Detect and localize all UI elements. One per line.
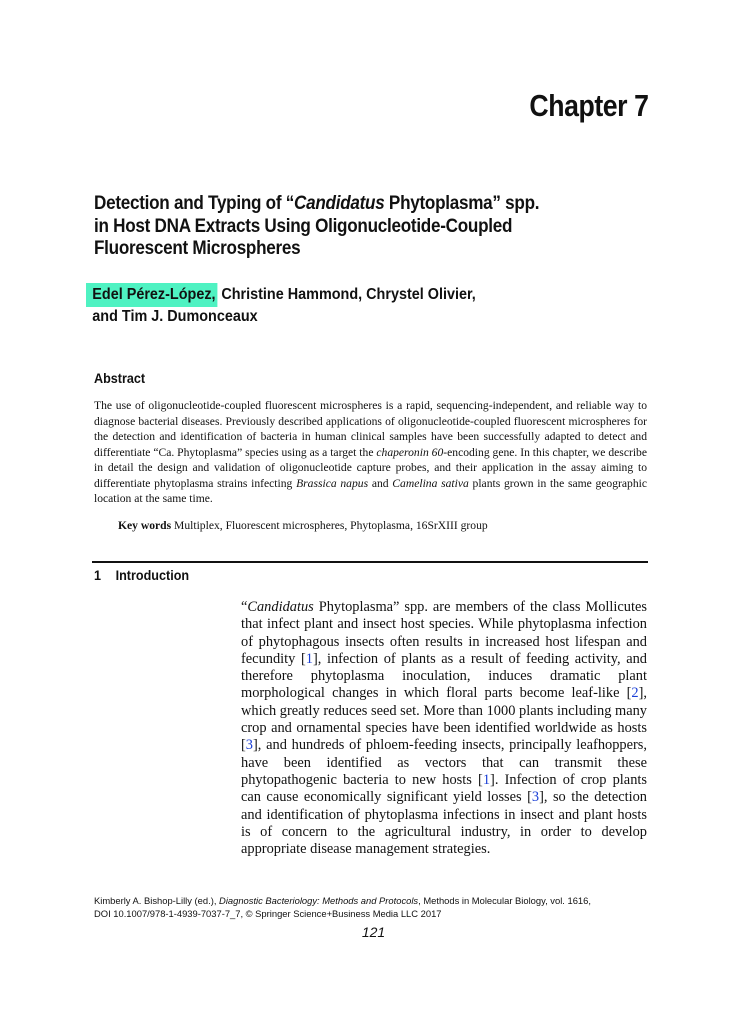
title-line-1 [94,193,598,216]
section-title: Introduction [115,567,190,583]
abstract-conjunction: and [368,476,393,490]
section-divider [92,561,648,563]
author-list [86,284,476,328]
highlighted-author: Edel Pérez-López, [86,283,217,307]
citation-link[interactable]: 2 [631,685,639,702]
genus-name: Candidatus [247,599,314,615]
abstract-sentence: plants grown in the same geographic location at the same time. [94,476,647,505]
title-text: Detection and Typing of “ [94,193,295,214]
title-italic: Candidatus [294,193,385,214]
citation-link[interactable]: 3 [245,737,253,754]
intro-text: ]. Infection of crop plants can cause economically significant yield losses [ [241,771,647,806]
title-text: Phytoplasma” spp. [384,193,540,214]
page-number: 121 [361,924,386,940]
intro-text: ], infection of plants as a result of feeding activity, and therefore phytoplasma inoculation, induces dramatic plant morphological changes in which floral parts become leaf-like [ [241,650,647,702]
intro-text: Phytoplasma” spp. are members of the class Mollicutes that infect plant and insect host species. While phytoplasma infection of phytophagous insects often results in increased host lifespan and fecundity [ [241,599,647,667]
footer-text: , Methods in Molecular Biology, vol. 1616, [418,895,591,906]
chapter-title [94,193,598,261]
species-name: Brassica napus [296,476,369,490]
section-heading-introduction [94,567,189,583]
keywords-text: Multiplex, Fluorescent microspheres, Phytoplasma, 16SrXIII group [171,519,488,532]
intro-text: ], and hundreds of phloem-feeding insects, principally leafhoppers, have been identified as vectors that can transmit these phytopathogenic bacteria to new hosts [ [241,737,647,788]
citation-footer [94,895,654,920]
abstract-gene-name: chaperonin 60 [376,445,444,459]
intro-text: ], which greatly reduces seed set. More than 1000 plants including many crop and ornamental species have been identified worldwide as hosts [ [241,685,647,754]
keywords [118,519,488,532]
authors-line-1: Christine Hammond, Chrystel Olivier, [217,286,476,303]
title-line-2: in Host DNA Extracts Using Oligonucleotide-Coupled [94,215,513,237]
intro-text: ], so the detection and identification of phytoplasma infections in insect and plant hosts is of concern to the agricultural industry, in order to develop appropriate disease management strategies. [241,789,647,858]
footer-text: Kimberly A. Bishop-Lilly (ed.), [94,895,220,906]
authors-line-2: and Tim J. Dumonceaux [92,308,258,325]
abstract-text [94,398,647,507]
species-name: Camelina sativa [392,476,469,490]
citation-link[interactable]: 3 [531,789,540,806]
keywords-label: Key words [118,519,172,532]
citation-link[interactable]: 1 [305,650,313,667]
quote-mark: “ [241,599,248,615]
introduction-paragraph [241,599,647,858]
abstract-sentence: The use of oligonucleotide-coupled fluorescent microspheres is a rapid, sequencing-independent, and reliable way to diagnose bacterial diseases. Previously described applications of oligonucleotide-coupled fluorescent microspheres for the detection and identification of bacteria in human clinical samples have been successfully adapted to detect and differentiate “Ca. Phytoplasma” species using as a target the [94,399,647,459]
abstract-heading: Abstract [94,370,146,386]
abstract-sentence: -encoding gene. In this chapter, we describe in detail the design and validation of oligonucleotide capture probes, and their application in the assay aiming to differentiate phytoplasma strains infecting [94,445,647,490]
chapter-label: Chapter 7 [528,88,648,123]
section-number: 1 [94,567,102,583]
citation-link[interactable]: 1 [482,771,491,788]
title-line-3: Fluorescent Microspheres [94,238,301,259]
book-title: Diagnostic Bacteriology: Methods and Protocols [219,895,419,906]
footer-doi: DOI 10.1007/978-1-4939-7037-7_7, © Springer Science+Business Media LLC 2017 [94,907,442,919]
